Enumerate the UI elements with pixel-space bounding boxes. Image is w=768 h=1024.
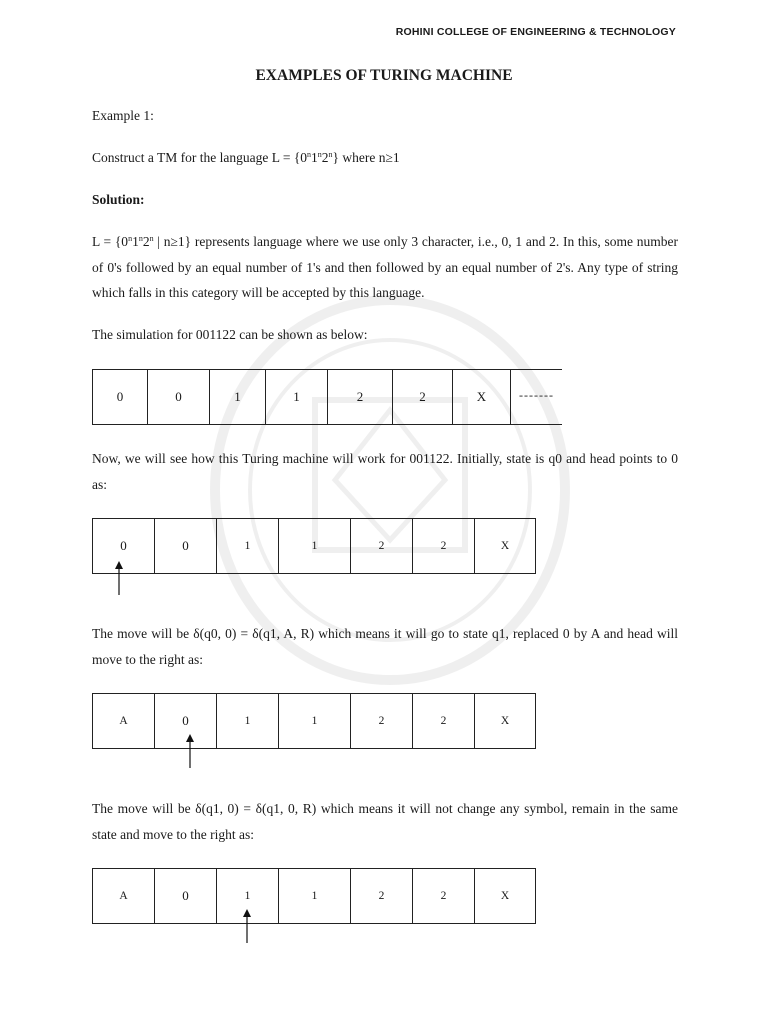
page-title: EXAMPLES OF TURING MACHINE: [255, 67, 513, 84]
tape-cell: 1: [216, 693, 278, 749]
tape-cell: X: [452, 369, 510, 425]
tape-cell: 0: [92, 518, 154, 574]
tape-cell: 0: [147, 369, 209, 425]
head-arrow-icon: [114, 560, 124, 596]
tape-cell: 0: [154, 693, 216, 749]
tape-cell: 1: [265, 369, 327, 425]
tape-cell: 2: [327, 369, 392, 425]
tape-cell: 2: [412, 518, 474, 574]
tape-cell: 1: [278, 518, 350, 574]
solution-label: Solution:: [92, 192, 145, 207]
construct-statement: Construct a TM for the language $L = \{0^n1^n2^n\}$ where n≥1: [92, 150, 400, 165]
tape-cell: 2: [392, 369, 452, 425]
head-arrow-icon: [185, 733, 195, 769]
tape-cell: A: [92, 868, 154, 924]
tape-cell: A: [92, 693, 154, 749]
tape-cell: 2: [412, 868, 474, 924]
tape-cell: 2: [350, 518, 412, 574]
tape-cell: X: [474, 518, 536, 574]
tape-cell: 0: [154, 868, 216, 924]
move2-text: The move will be δ(q1, 0) = δ(q1, 0, R) which means it will not change any symbol, remain in the same state and move to the right as:: [92, 801, 678, 842]
move1-text: The move will be δ(q0, 0) = δ(q1, A, R) which means it will go to state q1, replaced 0 by A and head will move to the right as:: [92, 626, 678, 667]
tape-cell: 0: [92, 369, 147, 425]
tape-cell: 1: [209, 369, 265, 425]
tape-cell: 2: [350, 693, 412, 749]
tape-cell: 1: [216, 518, 278, 574]
tape-cell: 0: [154, 518, 216, 574]
tape-cell: 2: [412, 693, 474, 749]
tape-cell: 1: [278, 693, 350, 749]
language-explanation: $L = \{0^n1^n2^n$ | n≥1} represents language where we use only 3 character, i.e., 0, 1 and 2. In this, some number of 0's followed by an equal number of 1's and then followed by an equal number of 2's. Any type of string which falls in this category will be accepted by this language.: [92, 234, 679, 300]
tape-cell: X: [474, 868, 536, 924]
tape-cell: 1: [216, 868, 278, 924]
tape-cell: 2: [350, 868, 412, 924]
tape-cell-continuation: -------: [510, 369, 562, 425]
simulation-intro: The simulation for 001122 can be shown as below:: [92, 327, 368, 342]
institution-header: ROHINI COLLEGE OF ENGINEERING & TECHNOLOGY: [395, 26, 676, 38]
example-label: Example 1:: [92, 108, 154, 123]
initial-state-text: Now, we will see how this Turing machine will work for 001122. Initially, state is q0 and head points to 0 as:: [92, 451, 678, 492]
tape-cell: 1: [278, 868, 350, 924]
head-arrow-icon: [242, 908, 252, 944]
tape-cell: X: [474, 693, 536, 749]
